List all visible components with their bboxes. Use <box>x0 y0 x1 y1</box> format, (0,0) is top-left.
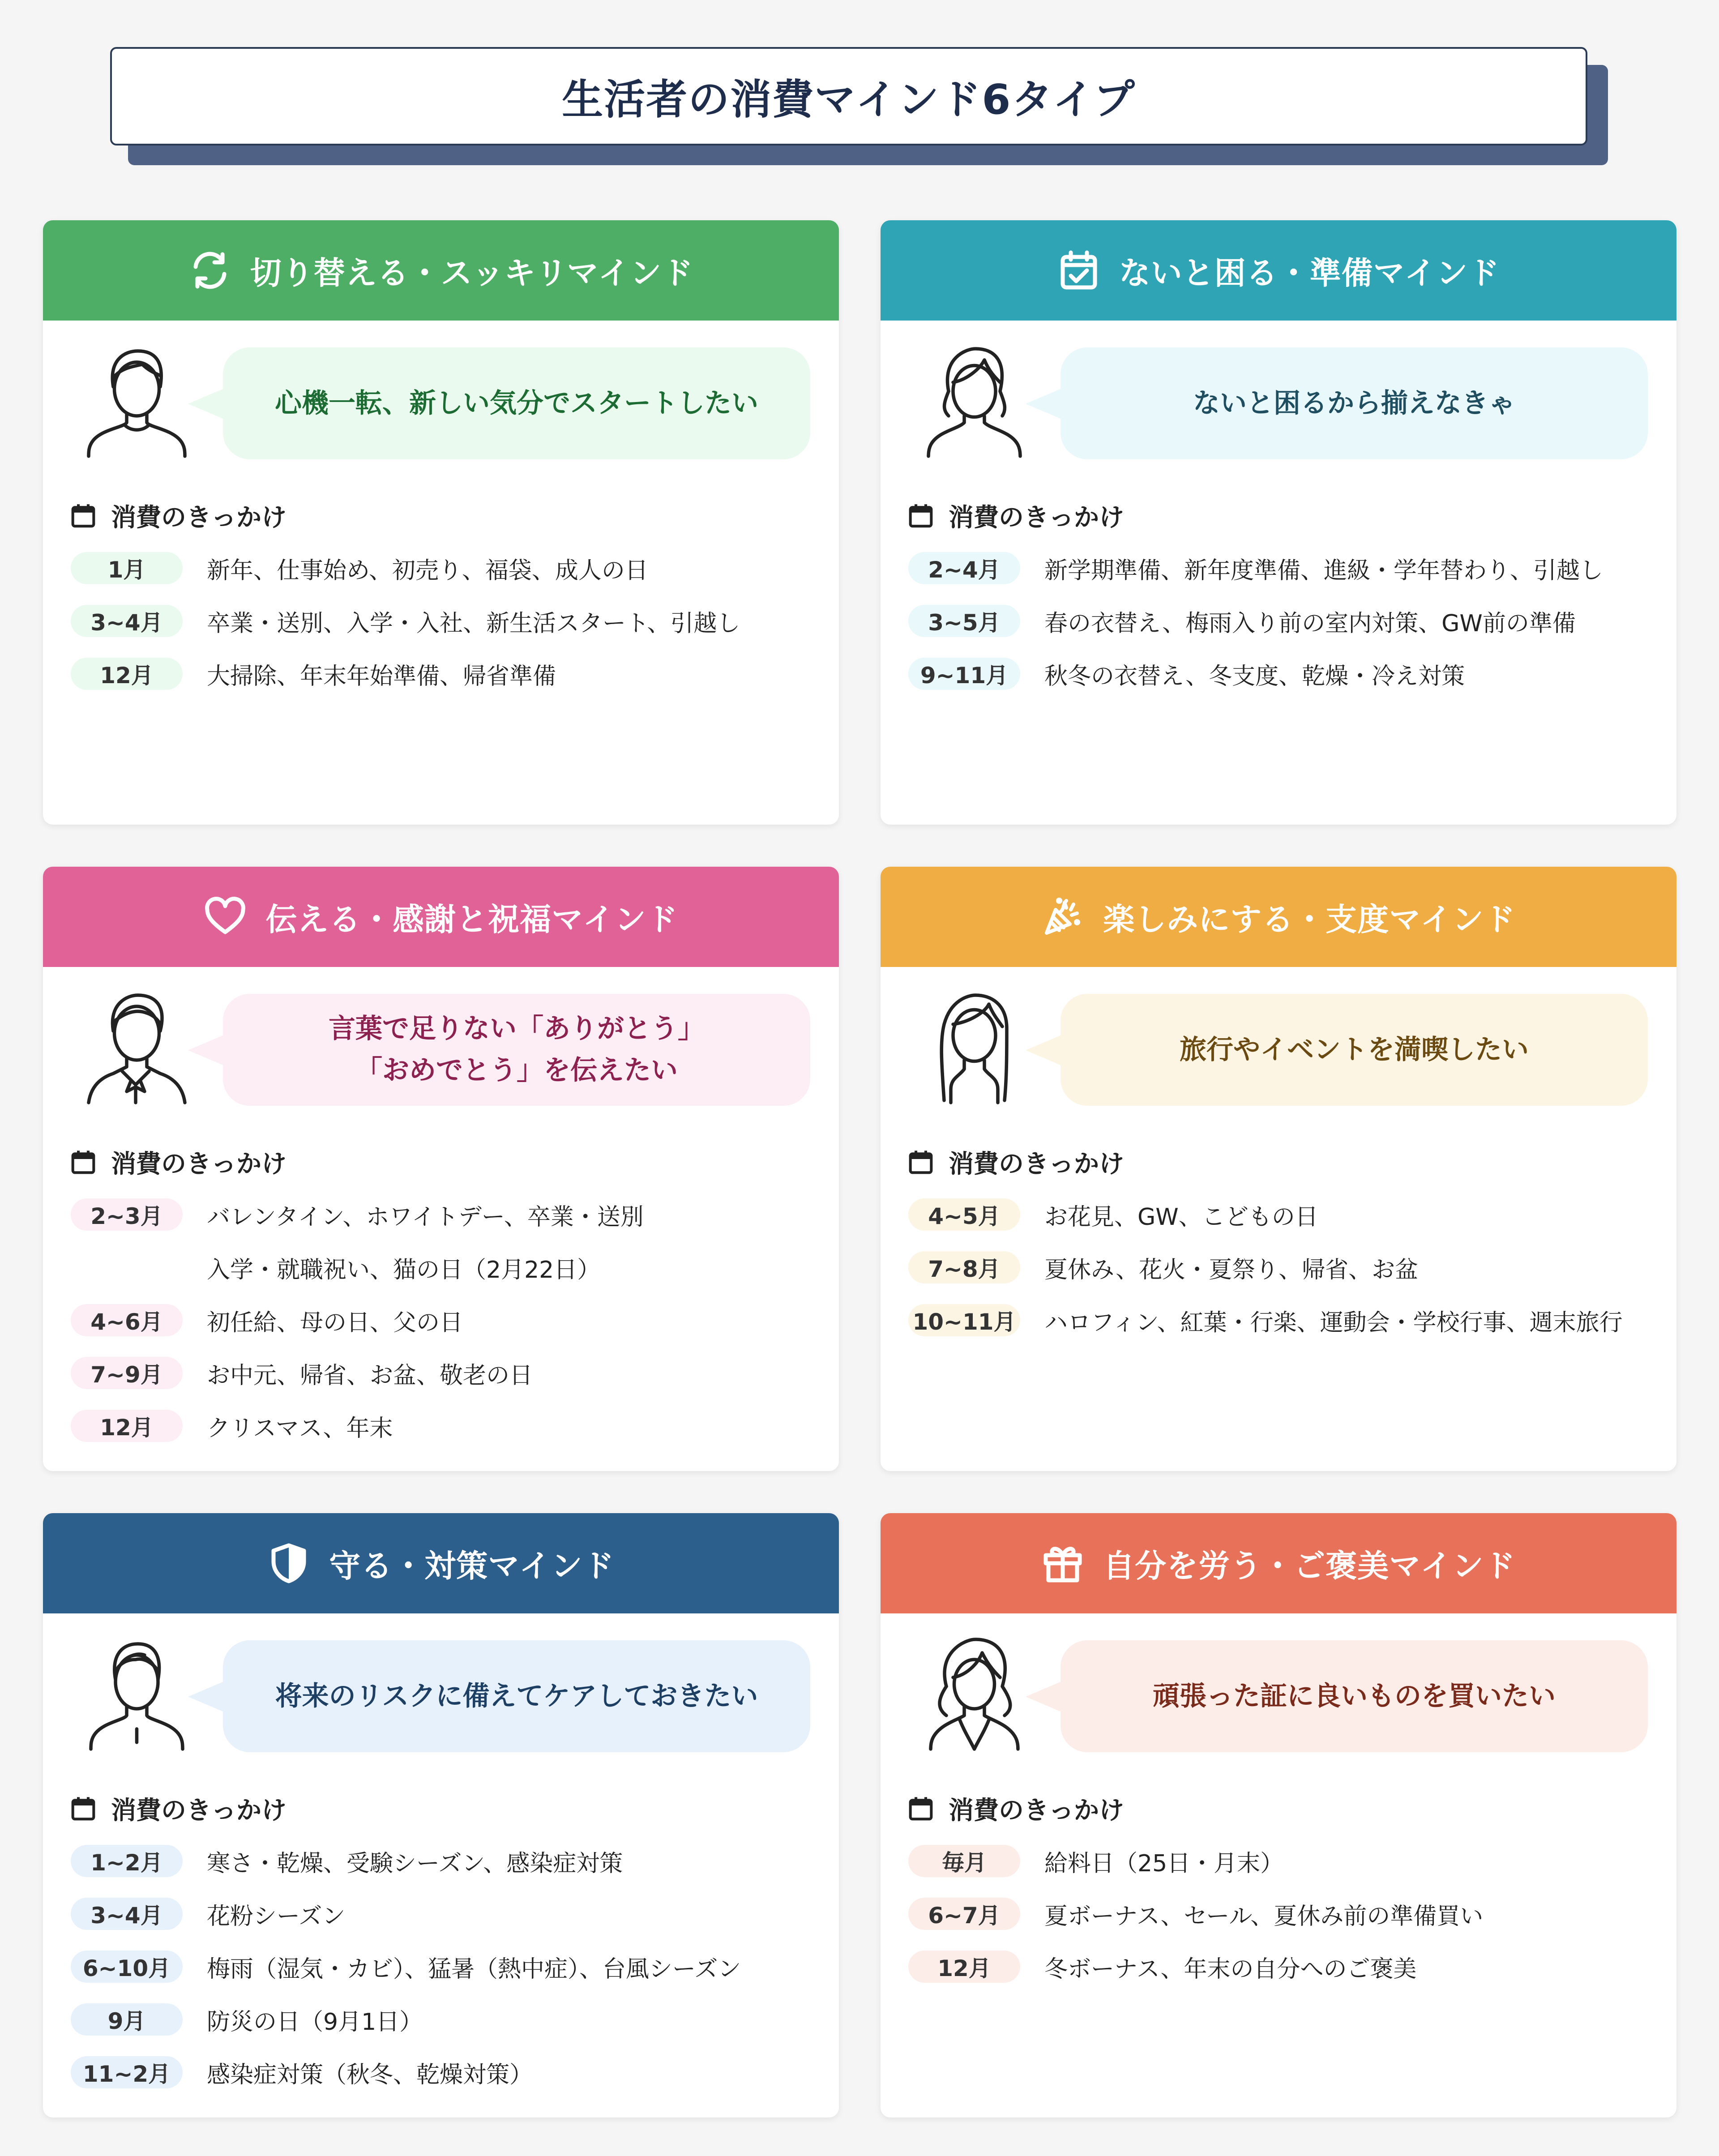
trigger-text: 夏ボーナス、セール、夏休み前の準備買い <box>1044 1903 1484 1930</box>
month-badge: 4~6月 <box>71 1304 183 1336</box>
trigger-row <box>908 647 1668 700</box>
trigger-text: 入学・就職祝い、猫の日（2月22日） <box>207 1256 601 1283</box>
trigger-list <box>71 542 830 700</box>
trigger-label: 消費のきっかけ <box>111 1150 286 1179</box>
trigger-row <box>71 1887 830 1940</box>
trigger-row <box>71 1347 830 1399</box>
party-popper-icon <box>1041 895 1103 938</box>
mind-card-2 <box>881 220 1676 825</box>
trigger-row <box>908 542 1668 595</box>
bubble-text: 心機一転、新しい気分でスタートしたい <box>275 387 758 419</box>
card-header <box>881 867 1676 967</box>
trigger-text: 新年、仕事始め、初売り、福袋、成人の日 <box>207 557 648 584</box>
trigger-label: 消費のきっかけ <box>111 1796 286 1825</box>
month-badge: 1~2月 <box>71 1845 183 1877</box>
trigger-label: 消費のきっかけ <box>949 1796 1124 1825</box>
bubble-text: ないと困るから揃えなきゃ <box>1193 387 1515 419</box>
calendar-icon <box>908 503 933 528</box>
person-icon <box>80 1635 192 1751</box>
trigger-text: 感染症対策（秋冬、乾燥対策） <box>207 2061 533 2088</box>
trigger-list <box>71 1835 830 2099</box>
trigger-list <box>908 1835 1668 1993</box>
shield-icon <box>267 1542 329 1585</box>
trigger-row <box>908 1241 1668 1294</box>
card-header-label: 守る・対策マインド <box>329 1547 615 1584</box>
trigger-label: 消費のきっかけ <box>949 1150 1124 1179</box>
month-badge: 6~10月 <box>71 1951 183 1983</box>
trigger-row <box>908 1835 1668 1887</box>
trigger-row <box>71 1835 830 1887</box>
trigger-heading <box>71 1791 286 1827</box>
mind-card-5 <box>43 1513 839 2118</box>
month-badge: 4~5月 <box>908 1198 1020 1231</box>
calendar-check-icon <box>1057 249 1119 292</box>
trigger-label: 消費のきっかけ <box>949 503 1124 532</box>
card-header <box>43 867 839 967</box>
person-icon <box>80 988 192 1105</box>
trigger-row <box>908 1887 1668 1940</box>
trigger-row <box>908 595 1668 647</box>
trigger-text: 梅雨（湿気・カビ）、猛暑（熱中症）、台風シーズン <box>207 1955 741 1983</box>
card-header <box>881 220 1676 321</box>
mind-card-3 <box>43 867 839 1471</box>
trigger-row <box>71 2046 830 2099</box>
trigger-row <box>71 542 830 595</box>
card-header <box>43 1513 839 1613</box>
month-badge: 9月 <box>71 2003 183 2036</box>
page-title: 生活者の消費マインド6タイプ <box>562 76 1136 124</box>
speech-bubble <box>1060 347 1648 459</box>
card-header-label: ないと困る・準備マインド <box>1119 254 1500 291</box>
calendar-icon <box>71 503 96 528</box>
month-badge: 6~7月 <box>908 1898 1020 1930</box>
month-badge: 10~11月 <box>908 1304 1020 1336</box>
trigger-row <box>908 1294 1668 1347</box>
trigger-text: 春の衣替え、梅雨入り前の室内対策、GW前の準備 <box>1044 610 1576 637</box>
title-box <box>110 47 1587 145</box>
speech-bubble <box>223 994 810 1106</box>
mind-card-6 <box>881 1513 1676 2118</box>
calendar-icon <box>71 1796 96 1821</box>
mind-card-4 <box>881 867 1676 1471</box>
month-badge: 12月 <box>71 1410 183 1442</box>
card-header <box>43 220 839 321</box>
month-badge: 12月 <box>71 658 183 690</box>
person-icon <box>917 342 1029 458</box>
person-icon <box>917 988 1029 1105</box>
mind-card-1 <box>43 220 839 825</box>
trigger-row <box>71 1294 830 1347</box>
title-banner <box>110 47 1608 165</box>
month-badge: 7~8月 <box>908 1251 1020 1283</box>
bubble-text: 将来のリスクに備えてケアしておきたい <box>275 1680 758 1712</box>
trigger-list <box>71 1188 830 1452</box>
bubble-text: 言葉で足りない「ありがとう」 <box>329 1013 705 1044</box>
calendar-icon <box>71 1150 96 1175</box>
month-badge: 3~4月 <box>71 605 183 637</box>
speech-bubble <box>1060 994 1648 1106</box>
month-badge: 3~5月 <box>908 605 1020 637</box>
calendar-icon <box>908 1150 933 1175</box>
trigger-heading <box>908 1144 1124 1180</box>
card-header-label: 切り替える・スッキリマインド <box>250 254 694 291</box>
trigger-text: 夏休み、花火・夏祭り、帰省、お盆 <box>1044 1256 1419 1283</box>
person-icon <box>80 342 192 458</box>
card-header <box>881 1513 1676 1613</box>
trigger-heading <box>908 1791 1124 1827</box>
month-badge: 毎月 <box>908 1845 1020 1877</box>
trigger-text: 寒さ・乾燥、受験シーズン、感染症対策 <box>207 1850 623 1877</box>
trigger-text: 冬ボーナス、年末の自分へのご褒美 <box>1044 1955 1417 1983</box>
month-badge: 9~11月 <box>908 658 1020 690</box>
trigger-heading <box>71 1144 286 1180</box>
trigger-heading <box>908 498 1124 534</box>
trigger-text: 大掃除、年末年始準備、帰省準備 <box>207 663 556 690</box>
bubble-text: 旅行やイベントを満喫したい <box>1180 1034 1529 1065</box>
refresh-arrows-icon <box>188 249 250 292</box>
trigger-row <box>71 595 830 647</box>
trigger-list <box>908 542 1668 700</box>
trigger-text: 給料日（25日・月末） <box>1044 1850 1284 1877</box>
trigger-row <box>71 1993 830 2046</box>
trigger-row <box>908 1940 1668 1993</box>
trigger-row <box>908 1188 1668 1241</box>
trigger-row <box>71 1241 830 1294</box>
month-badge: 7~9月 <box>71 1357 183 1389</box>
heart-icon <box>204 895 265 938</box>
trigger-row <box>71 647 830 700</box>
speech-bubble <box>223 347 810 459</box>
trigger-row <box>71 1940 830 1993</box>
speech-bubble <box>223 1640 810 1752</box>
trigger-label: 消費のきっかけ <box>111 503 286 532</box>
trigger-row <box>71 1399 830 1452</box>
calendar-icon <box>908 1796 933 1821</box>
trigger-text: お花見、GW、こどもの日 <box>1044 1203 1318 1231</box>
trigger-text: ハロフィン、紅葉・行楽、運動会・学校行事、週末旅行 <box>1044 1309 1623 1336</box>
month-badge: 3~4月 <box>71 1898 183 1930</box>
trigger-text: 防災の日（9月1日） <box>207 2008 423 2036</box>
trigger-heading <box>71 498 286 534</box>
month-badge: 2~3月 <box>71 1198 183 1231</box>
month-badge: 12月 <box>908 1951 1020 1983</box>
trigger-text: バレンタイン、ホワイトデー、卒業・送別 <box>207 1203 644 1231</box>
trigger-text: 新学期準備、新年度準備、進級・学年替わり、引越し <box>1044 557 1604 584</box>
trigger-list <box>908 1188 1668 1347</box>
card-header-label: 伝える・感謝と祝福マインド <box>265 901 678 938</box>
month-badge: 11~2月 <box>71 2056 183 2088</box>
person-icon <box>917 1635 1029 1751</box>
trigger-text: 花粉シーズン <box>207 1903 346 1930</box>
trigger-text: 初任給、母の日、父の日 <box>207 1309 463 1336</box>
trigger-row <box>71 1188 830 1241</box>
card-header-label: 楽しみにする・支度マインド <box>1103 901 1516 938</box>
gift-icon <box>1041 1542 1103 1585</box>
trigger-text: お中元、帰省、お盆、敬老の日 <box>207 1362 533 1389</box>
trigger-text: クリスマス、年末 <box>207 1415 393 1442</box>
month-badge: 2~4月 <box>908 552 1020 584</box>
trigger-text: 卒業・送別、入学・入社、新生活スタート、引越し <box>207 610 740 637</box>
month-badge: 1月 <box>71 552 183 584</box>
card-header-label: 自分を労う・ご褒美マインド <box>1103 1547 1516 1584</box>
speech-bubble <box>1060 1640 1648 1752</box>
bubble-text: 頑張った証に良いものを買いたい <box>1153 1680 1556 1712</box>
trigger-text: 秋冬の衣替え、冬支度、乾燥・冷え対策 <box>1044 663 1465 690</box>
bubble-text: 「おめでとう」を伝えたい <box>355 1055 678 1086</box>
